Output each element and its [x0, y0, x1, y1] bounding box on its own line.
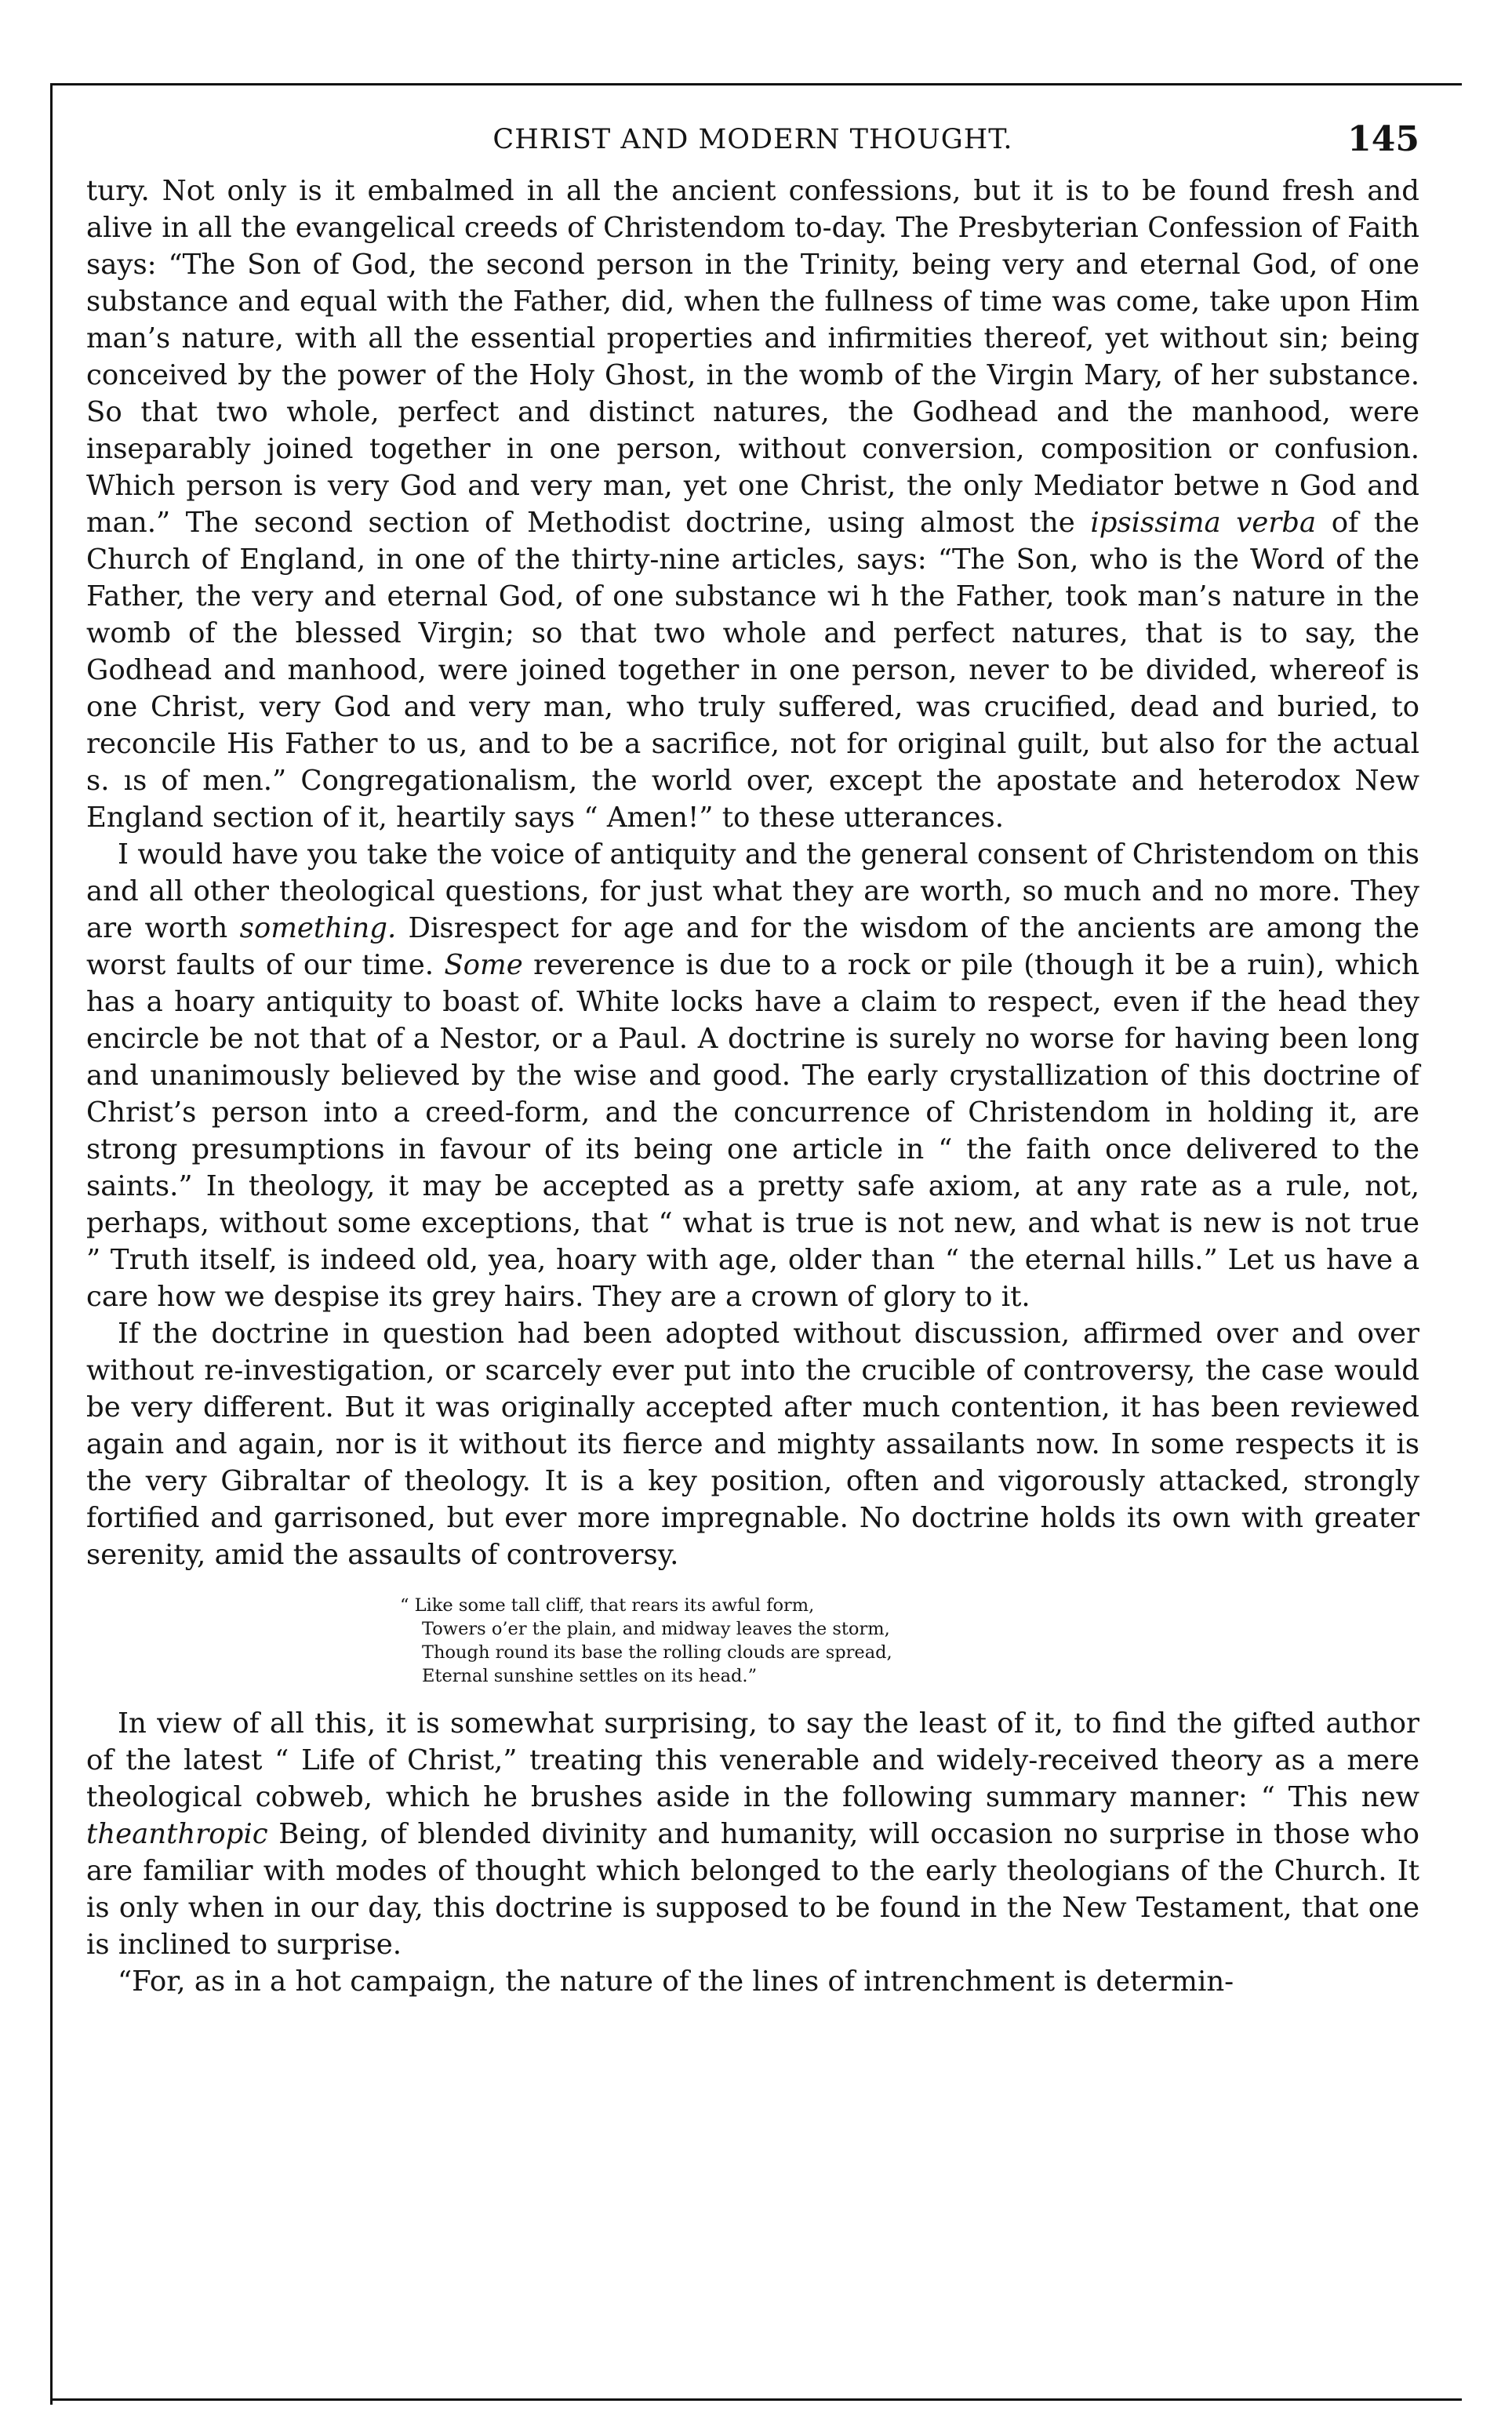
poem-line: “ Like some tall cliff, that rears its awful form, [400, 1595, 815, 1616]
top-border-rule [50, 83, 1462, 85]
book-page [86, 118, 1419, 2000]
poem-line: Towers o’er the plain, and midway leaves the storm, [422, 1619, 890, 1639]
italic-word: theanthropic [86, 1818, 268, 1850]
poem-line: Eternal sunshine settles on its head.” [422, 1666, 758, 1686]
paragraph-creeds: tury. Not only is it embalmed in all the ancient confessions, but it is to be found fresh and alive in all the evangelical creeds of Christendom to-day. The Presbyterian Confession of Faith says: “The Son of God, the second person in the Trinity, being very and eternal God, of one substance and equal with the Father, did, when the fullness of time was come, take upon Him man’s nature, with all the essential properties and infirmities thereof, yet without sin; being conceived by the power of the Holy Ghost, in the womb of the Virgin Mary, of her substance. So that two whole, perfect and distinct natures, the Godhead and the manhood, were inseparably joined together in one person, without conversion, composition or confusion. Which person is very God and very man, yet one Christ, the only Mediator betwe n God and man.” The second section of Methodist doctrine, using almost the ipsissima verba of the Church of England, in one of the thirty-nine articles, says: “The Son, who is the Word of the Father, the very and eternal God, of one substance wi h the Father, took man’s nature in the womb of the blessed Virgin; so that two whole and perfect natures, that is to say, the Godhead and manhood, were joined together in one person, never to be divided, whereof is one Christ, very God and very man, who truly suffered, was crucified, dead and buried, to reconcile His Father to us, and to be a sacrifice, not for original guilt, but also for the actual s. ıs of men.” Congregationalism, the world over, except the apostate and heterodox New England section of it, heartily says “ Amen!” to these utterances. [86, 175, 1419, 834]
italic-word: something. [239, 912, 397, 944]
bottom-border-rule [50, 2398, 1462, 2401]
paragraph-life-of-christ: In view of all this, it is somewhat surprising, to say the least of it, to find the gifted author of the latest “ Life of Christ,” treating this venerable and widely-received theory as a mere theological cobweb, which he brushes aside in the following summary manner: “ This new theanthropic Being, of blended divinity and humanity, will occasion no surprise in those who are familiar with modes of thought which belonged to the early theologians of the Church. It is only when in our day, this doctrine is supposed to be found in the New Testament, that one is inclined to surprise. [86, 1707, 1419, 1961]
italic-word: Some [444, 949, 523, 981]
poem-line: Though round its base the rolling clouds are spread, [422, 1642, 892, 1663]
page-number: 145 [1347, 119, 1419, 159]
left-border-rule [50, 83, 53, 2405]
running-head: CHRIST AND MODERN THOUGHT. [492, 124, 1013, 155]
poem-quotation [400, 1594, 1419, 1688]
page-header [86, 118, 1419, 173]
paragraph-antiquity: I would have you take the voice of antiquity and the general consent of Christendom on this and all other theological questions, for just what they are worth, so much and no more. They are worth something. Disrespect for age and for the wisdom of the ancients are among the worst faults of our time. Some reverence is due to a rock or pile (though it be a ruin), which has a hoary antiquity to boast of. White locks have a claim to respect, even if the head they encircle be not that of a Nestor, or a Paul. A doctrine is surely no worse for having been long and unanimously believed by the wise and good. The early crystallization of this doctrine of Christ’s person into a creed-form, and the concurrence of Christendom in holding it, are strong presumptions in favour of its being one article in “ the faith once delivered to the saints.” In theology, it may be accepted as a pretty safe axiom, at any rate as a rule, not, perhaps, without some exceptions, that “ what is true is not new, and what is new is not true ” Truth itself, is indeed old, yea, hoary with age, older than “ the eternal hills.” Let us have a care how we despise its grey hairs. They are a crown of glory to it. [86, 838, 1420, 1313]
italic-phrase: ipsissima verba [1090, 507, 1317, 539]
paragraph-controversy: If the doctrine in question had been adopted without discussion, affirmed over and over without re-investigation, or scarcely ever put into the crucible of controversy, the case would be very different. But it was originally accepted after much contention, it has been reviewed again and again, nor is it without its fierce and mighty assailants now. In some respects it is the very Gibraltar of theology. It is a key position, often and vigorously attacked, strongly fortified and garrisoned, but ever more impregnable. No doctrine holds its own with greater serenity, amid the assaults of controversy. [86, 1318, 1419, 1571]
paragraph-campaign: “For, as in a hot campaign, the nature of the lines of intrenchment is determin- [118, 1965, 1234, 1998]
